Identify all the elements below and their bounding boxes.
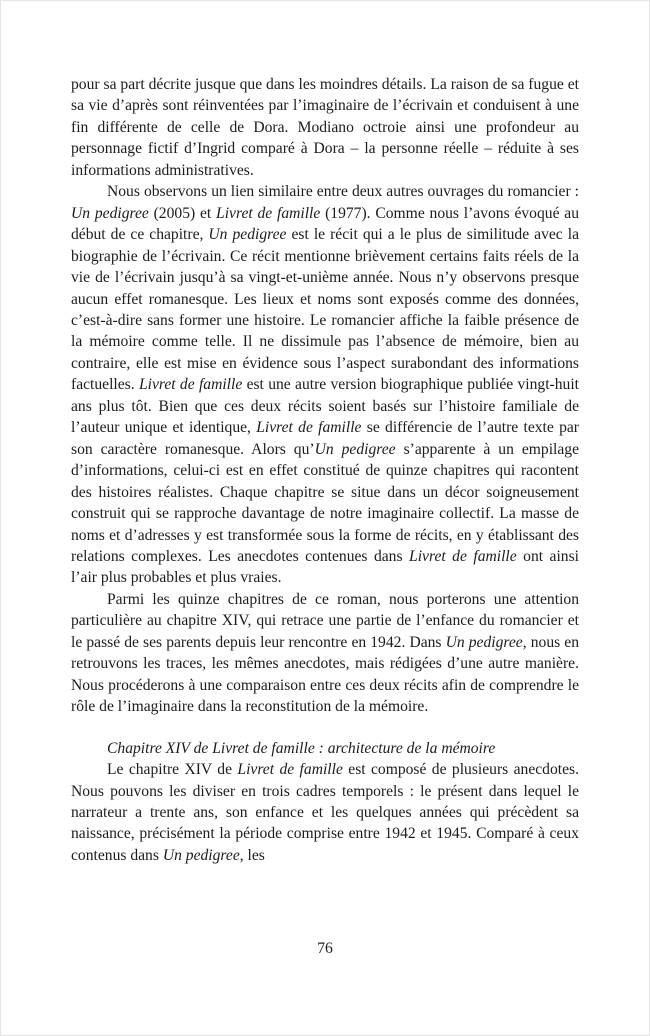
page-number: 76 xyxy=(317,940,333,957)
text-run: Le chapitre XIV de xyxy=(107,761,238,779)
paragraph-3 xyxy=(71,589,579,718)
book-title-italic: Un pedigree xyxy=(162,846,240,864)
book-title-italic: Livret de famille xyxy=(138,376,243,394)
section-heading xyxy=(71,738,579,759)
book-title-italic: Un pedigree xyxy=(71,204,149,222)
text-run: , nous en retrouvons les traces, les mêmes anecdotes, mais rédigées d’une autre manière. Nous procéderons à une comparaison entre ces deux récits afin de comprendre le rôle de l’imaginaire dans la reconstitution de la mémoire. xyxy=(71,633,580,716)
book-title-italic: Un pedigree xyxy=(314,440,396,458)
paragraph-1 xyxy=(71,74,579,181)
text-run: , les xyxy=(239,846,265,864)
book-title-italic: Un pedigree xyxy=(445,633,523,651)
paragraph-4 xyxy=(71,759,579,866)
text-block xyxy=(71,74,579,866)
text-run: est le récit qui a le plus de similitude avec la biographie de l’écrivain. Ce récit mentionne brièvement certains faits réels de la vie de l’écrivain jusqu’à sa vingt-et-unième année. Nous n’y observons presque aucun effet romanesque. Les lieux et noms sont exposés comme des données, c’est-à-dire sans former une histoire. Le romancier affiche la faible présence de la mémoire comme telle. Il ne dissimule pas l’absence de mémoire, bien au contraire, elle est mise en évidence sous l’aspect surabondant des informations factuelles. xyxy=(71,226,579,394)
book-title-italic: Livret de famille xyxy=(409,547,517,565)
book-title-italic: Livret de famille xyxy=(237,761,343,779)
text-run: est une autre version biographique publiée vingt-huit ans plus tôt. Bien que ces deux récits soient basés sur l’histoire familiale de l’auteur unique et identique, xyxy=(71,376,579,437)
text-run: Parmi les quinze chapitres de ce roman, nous porterons une attention particulière au chapitre XIV, qui retrace une partie de l’enfance du romancier et le passé de ses parents depuis leur rencontre en 1942. Dans xyxy=(71,590,579,651)
text-run: ont ainsi l’air plus probables et plus vraies. xyxy=(71,547,579,587)
text-run: s’apparente à un empilage d’informations, celui-ci est en effet constitué de quinze chapitres qui racontent des histoires réalistes. Chaque chapitre se situe dans un décor soigneusement construit qui se rapproche davantage de notre imaginaire collectif. La masse de noms et d’adresses y est transformée sous la forme de récits, en y établissant des relations complexes. Les anecdotes contenues dans xyxy=(71,440,580,565)
text-run: se différencie de l’autre texte par son caractère romanesque. Alors qu’ xyxy=(71,419,580,458)
text-run: (2005) et xyxy=(148,204,217,222)
book-title-italic: Chapitre XIV de Livret de famille : architecture de la mémoire xyxy=(107,739,496,757)
text-run: (1977). Comme nous l’avons évoqué au début de ce chapitre, xyxy=(71,204,580,244)
text-run: pour sa part décrite jusque que dans les moindres détails. La raison de sa fugue et sa vie d’après sont réinventées par l’imaginaire de l’écrivain et conduisent à une fin différente de celle de Dora. Modiano octroie ainsi une profondeur au personnage fictif d’Ingrid comparé à Dora – la personne réelle – réduite à ses informations administratives. xyxy=(71,76,579,179)
book-title-italic: Livret de famille xyxy=(256,419,362,437)
paragraph-2 xyxy=(71,181,579,589)
text-run: est composé de plusieurs anecdotes. Nous pouvons les diviser en trois cadres temporels : le présent dans lequel le narrateur a trente ans, son enfance et les quelques années qui précèdent sa naissance, précisément la période comprise entre 1942 et 1945. Comparé à ceux contenus dans xyxy=(71,761,579,864)
book-title-italic: Livret de famille xyxy=(216,204,321,222)
book-title-italic: Un pedigree xyxy=(208,226,287,244)
text-run: Nous observons un lien similaire entre deux autres ouvrages du romancier : xyxy=(107,183,579,201)
